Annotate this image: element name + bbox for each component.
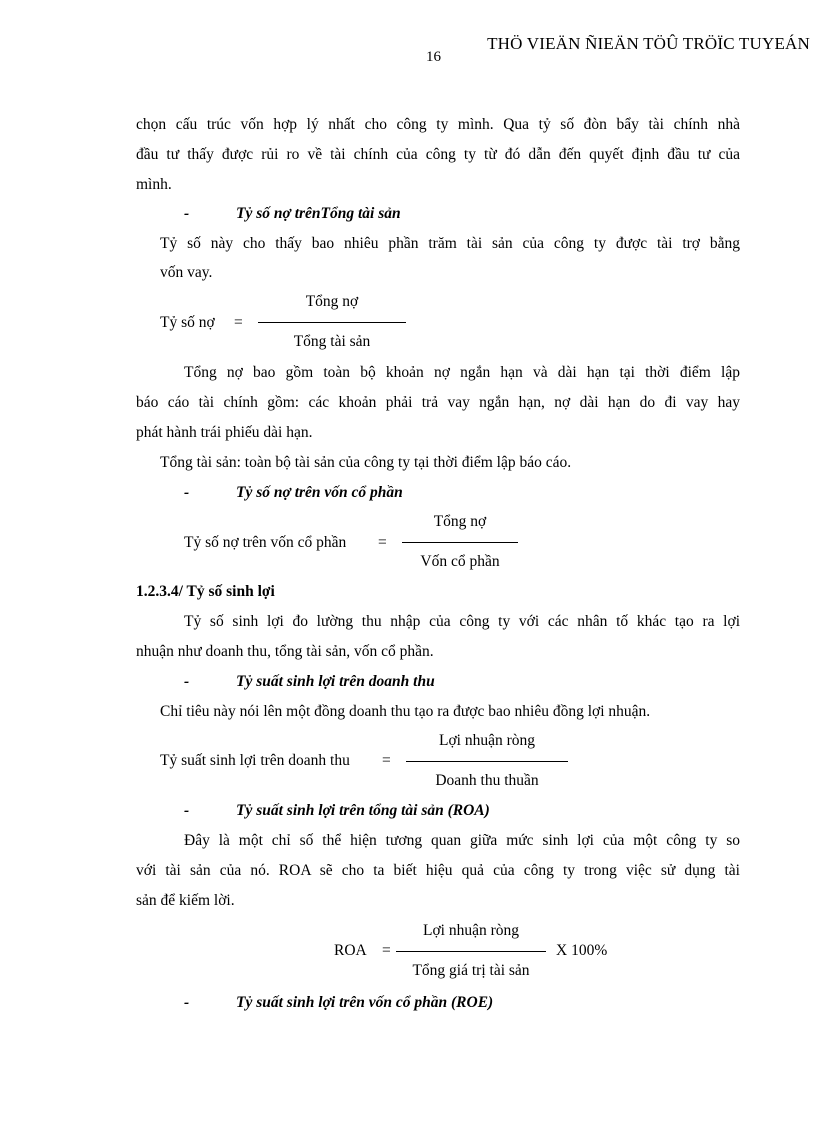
- body-text-line: Chỉ tiêu này nói lên một đồng doanh thu tạo ra được bao nhiêu đồng lợi nhuận.: [160, 703, 651, 720]
- formula-label: Tỷ suất sinh lợi trên doanh thu: [160, 752, 350, 769]
- body-text-line: sản để kiếm lời.: [136, 892, 235, 909]
- section-heading: Tỷ suất sinh lợi trên doanh thu: [236, 673, 435, 690]
- body-text-line: với tài sản của nó. ROA sẽ cho ta biết hiệu quả của công ty trong việc sử dụng tài: [136, 862, 740, 879]
- formula-numerator: Tổng nợ: [305, 293, 359, 310]
- running-header: THÖ VIEÄN ÑIEÄN TÖÛ TRÖÏC TUYEÁN: [487, 34, 810, 53]
- body-text-line: Tổng nợ bao gồm toàn bộ khoản nợ ngắn hạn và dài hạn tại thời điểm lập: [184, 364, 740, 381]
- body-text-line: đầu tư thấy được rủi ro về tài chính của công ty từ đó dẫn đến quyết định đầu tư của: [136, 146, 740, 163]
- section-heading: Tỷ số nợ trên vốn cổ phần: [236, 484, 403, 501]
- section-heading: Tỷ suất sinh lợi trên vốn cổ phần (ROE): [236, 994, 494, 1011]
- formula-equals: =: [234, 314, 243, 331]
- formula-numerator: Lợi nhuận ròng: [438, 732, 535, 749]
- fraction-bar: [258, 322, 406, 323]
- body-text-line: chọn cấu trúc vốn hợp lý nhất cho công ty mình. Qua tỷ số đòn bẩy tài chính nhà: [136, 116, 740, 133]
- body-text-line: Đây là một chỉ số thể hiện tương quan giữa mức sinh lợi của một công ty so: [184, 832, 740, 849]
- fraction-bar: [406, 761, 568, 762]
- page-number: 16: [426, 49, 441, 65]
- formula-equals: =: [382, 752, 391, 769]
- formula-label: Tỷ số nợ: [160, 314, 215, 331]
- formula-denominator: Vốn cổ phần: [420, 553, 500, 570]
- subsection-heading: 1.2.3.4/ Tỷ số sinh lợi: [136, 583, 275, 600]
- bullet-dash: -: [184, 484, 190, 501]
- formula-label: Tỷ số nợ trên vốn cổ phần: [184, 534, 347, 551]
- body-text-line: phát hành trái phiếu dài hạn.: [136, 424, 313, 441]
- bullet-dash: -: [184, 205, 190, 222]
- formula-numerator: Lợi nhuận ròng: [422, 922, 519, 939]
- body-text-line: Tỷ số này cho thấy bao nhiêu phần trăm tài sản của công ty được tài trợ bằng: [160, 235, 740, 252]
- bullet-dash: -: [184, 994, 190, 1011]
- body-text-line: Tỷ số sinh lợi đo lường thu nhập của công ty với các nhân tố khác tạo ra lợi: [184, 613, 740, 630]
- formula-denominator: Tổng tài sản: [293, 333, 371, 350]
- formula-suffix: X 100%: [556, 942, 608, 959]
- fraction-bar: [402, 542, 518, 543]
- formula-denominator: Doanh thu thuần: [435, 772, 539, 789]
- formula-numerator: Tổng nợ: [433, 513, 487, 530]
- bullet-dash: -: [184, 673, 190, 690]
- body-text-line: Tổng tài sản: toàn bộ tài sản của công ty tại thời điểm lập báo cáo.: [160, 454, 572, 471]
- section-heading: Tỷ số nợ trênTổng tài sản: [236, 205, 401, 222]
- formula-label: ROA: [334, 942, 367, 959]
- fraction-bar: [396, 951, 546, 952]
- body-text-line: vốn vay.: [160, 264, 213, 281]
- formula-equals: =: [382, 942, 391, 959]
- formula-denominator: Tổng giá trị tài sản: [412, 962, 530, 979]
- bullet-dash: -: [184, 802, 190, 819]
- body-text-line: mình.: [136, 176, 172, 193]
- formula-equals: =: [378, 534, 387, 551]
- body-text-line: nhuận như doanh thu, tổng tài sản, vốn cổ phần.: [136, 643, 434, 660]
- section-heading: Tỷ suất sinh lợi trên tổng tài sản (ROA): [236, 802, 490, 819]
- body-text-line: báo cáo tài chính gồm: các khoản phải trả vay ngắn hạn, nợ dài hạn do đi vay hay: [136, 394, 740, 411]
